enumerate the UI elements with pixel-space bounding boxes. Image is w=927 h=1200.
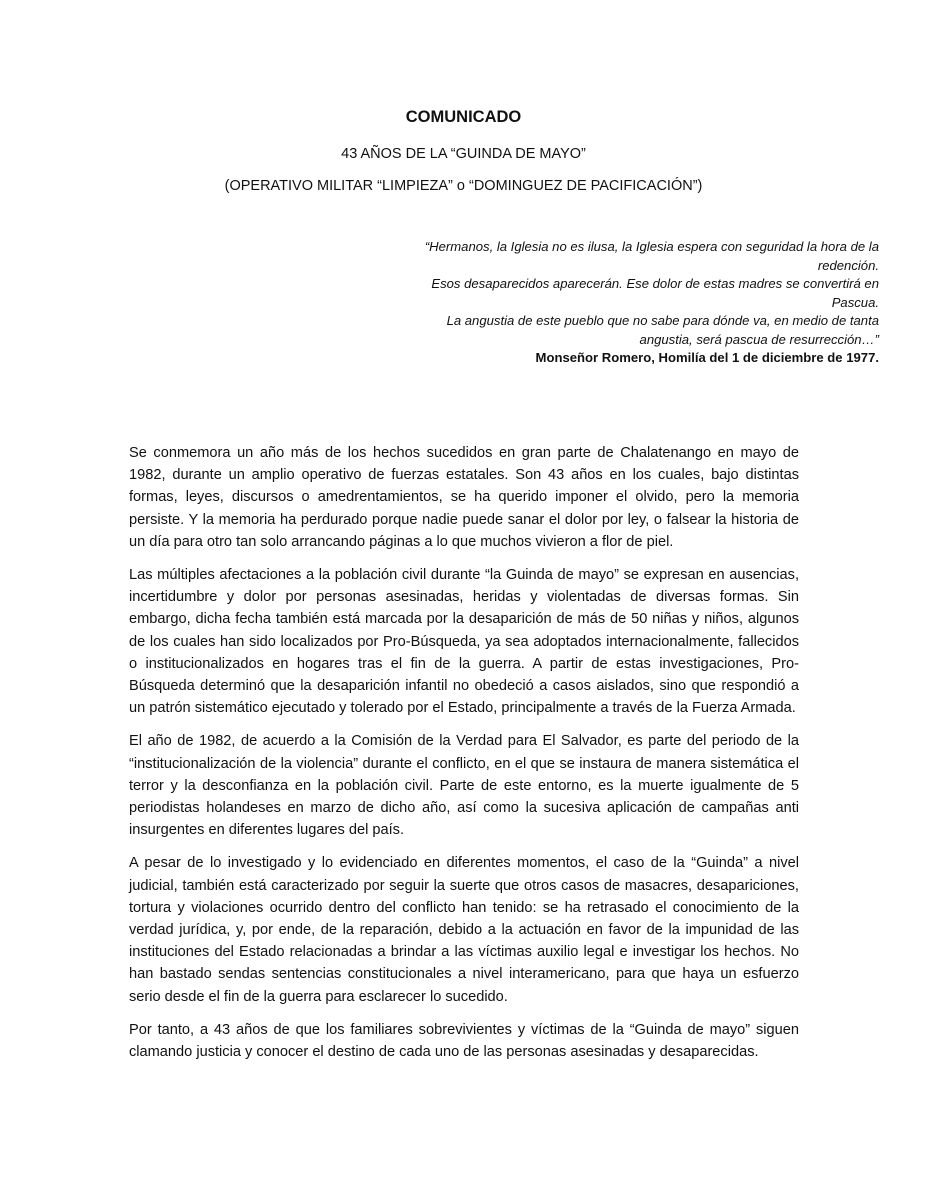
body-paragraph: Las múltiples afectaciones a la población civil durante “la Guinda de mayo” se expresan en ausencias, incertidumbre y dolor por personas asesinadas, heridas y violentadas de diversas formas. Sin embargo, dicha fecha también está marcada por la desaparición de más de 50 niñas y niños, algunos de los cuales han sido localizados por Pro-Búsqueda, ya sea adoptados internacionalmente, fallecidos o institucionalizados en hogares tras el fin de la guerra. A partir de estas investigaciones, Pro-Búsqueda determinó que la desaparición infantil no obedeció a casos aislados, sino que respondió a un patrón sistemático ejecutado y tolerado por el Estado, principalmente a través de la Fuerza Armada.	[129, 567, 799, 717]
document-subtitle-operation: (OPERATIVO MILITAR “LIMPIEZA” o “DOMINGUEZ DE PACIFICACIÓN”)	[224, 178, 703, 194]
epigraph-attribution: Monseñor Romero, Homilía del 1 de diciembre de 1977.	[535, 350, 879, 365]
body-paragraph: El año de 1982, de acuerdo a la Comisión de la Verdad para El Salvador, es parte del periodo de la “institucionalización de la violencia” durante el conflicto, en el que se instaura de manera sistemática el terror y la desconfianza en la población civil. Parte de este entorno, es la muerte igualmente de 5 periodistas holandeses en marzo de dicho año, así como la sucesiva aplicación de campañas anti insurgentes en diferentes lugares del país.	[129, 733, 799, 839]
body-paragraph: Por tanto, a 43 años de que los familiares sobrevivientes y víctimas de la “Guinda de mayo” siguen clamando justicia y conocer el destino de cada uno de las personas asesinadas y desaparecidas.	[129, 1021, 799, 1061]
epigraph-line: La angustia de este pueblo que no sabe para dónde va, en medio de tanta angustia, será pascua de resurrección…”	[446, 313, 879, 347]
document-title: COMUNICADO	[405, 108, 522, 126]
epigraph-quote	[420, 238, 879, 368]
document-subtitle: 43 AÑOS DE LA “GUINDA DE MAYO”	[341, 146, 586, 162]
body-paragraph: Se conmemora un año más de los hechos sucedidos en gran parte de Chalatenango en mayo de 1982, durante un amplio operativo de fuerzas estatales. Son 43 años en los cuales, bajo distintas formas, leyes, discursos o amedrentamientos, se ha querido imponer el olvido, pero la memoria persiste. Y la memoria ha perdurado porque nadie puede sanar el dolor por ley, o falsear la historia de un día para otro tan solo arrancando páginas a lo que muchos vivieron a flor de piel.	[129, 445, 799, 550]
epigraph-line: “Hermanos, la Iglesia no es ilusa, la Iglesia espera con seguridad la hora de la redención.	[424, 239, 879, 273]
epigraph-line: Esos desaparecidos aparecerán. Ese dolor de estas madres se convertirá en Pascua.	[431, 276, 879, 310]
document-body	[129, 442, 799, 1074]
body-paragraph: A pesar de lo investigado y lo evidenciado en diferentes momentos, el caso de la “Guinda” a nivel judicial, también está caracterizado por seguir la suerte que otros casos de masacres, desapariciones, tortura y violaciones ocurrido dentro del conflicto han tenido: se ha retrasado el conocimiento de la verdad jurídica, y, por ende, de la reparación, debido a la actuación en favor de la impunidad de las instituciones del Estado relacionadas a brindar a las víctimas auxilio legal e investigar los hechos. No han bastado sendas sentencias constitucionales a nivel interamericano, para que haya un esfuerzo serio desde el fin de la guerra para esclarecer lo sucedido.	[129, 855, 799, 1005]
